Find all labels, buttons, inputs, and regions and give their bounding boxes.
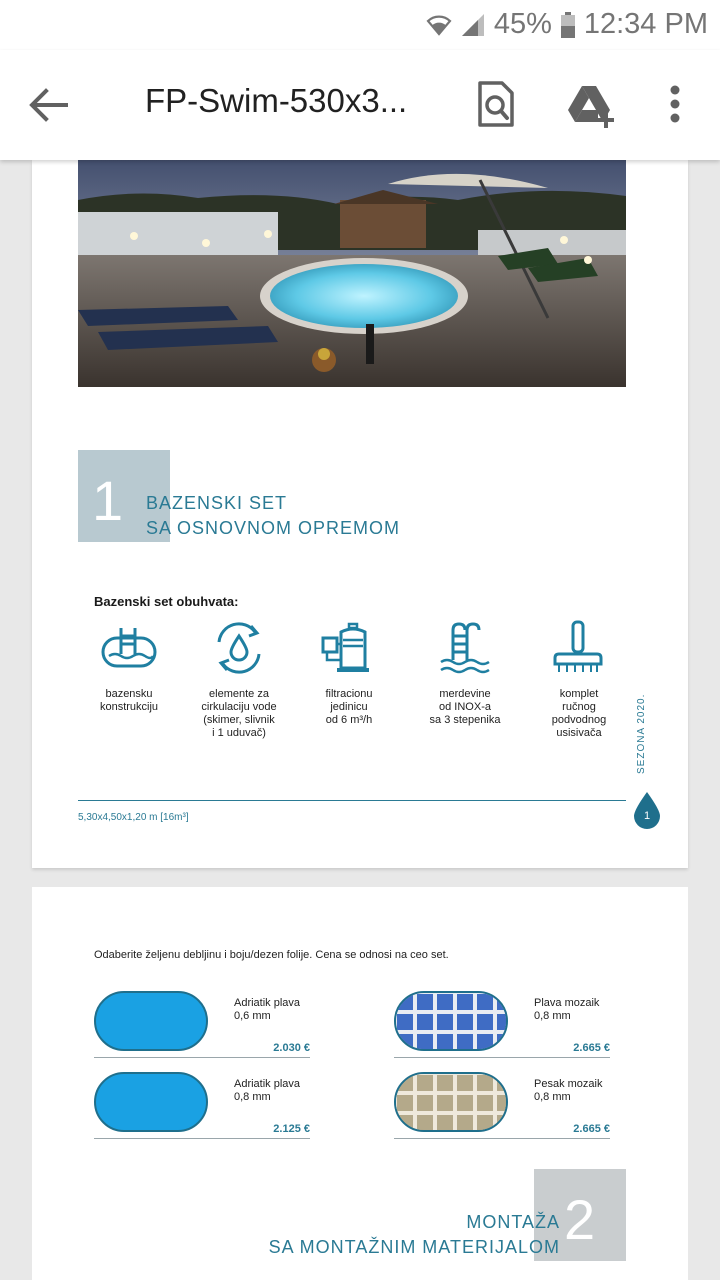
liner-swatch-solid-blue <box>94 991 208 1051</box>
liner-option[interactable] <box>94 991 310 1059</box>
liner-thickness: 0,8 mm <box>234 1091 271 1103</box>
page-number-drop <box>632 792 662 830</box>
signal-icon <box>460 12 486 38</box>
liner-name: Adriatik plava <box>234 997 301 1009</box>
section-title-line1: BAZENSKI SET <box>146 493 288 513</box>
status-bar <box>0 0 720 50</box>
app-bar <box>0 50 720 160</box>
liner-thickness: 0,8 mm <box>534 1010 571 1022</box>
liner-price: 2.125 € <box>273 1123 310 1135</box>
pool-dimensions: 5,30x4,50x1,20 m [16m³] <box>78 812 189 823</box>
liner-divider <box>94 1138 310 1139</box>
liner-divider <box>394 1138 610 1139</box>
find-in-document-icon[interactable] <box>476 80 516 128</box>
liner-price: 2.665 € <box>573 1042 610 1054</box>
feature-label: elemente za cirkulaciju vode (skimer, slivnik i 1 uduvač) <box>201 688 277 739</box>
document-title: FP-Swim-530x3... <box>145 82 408 119</box>
choose-liner-text: Odaberite željenu debljinu i boju/dezen folije. Cena se odnosi na ceo set. <box>94 949 449 961</box>
section-title <box>146 491 400 541</box>
section-title-line1: MONTAŽA <box>466 1212 560 1232</box>
feature-water-circulation <box>184 620 294 740</box>
liner-thickness: 0,8 mm <box>534 1091 571 1103</box>
filter-unit-icon <box>319 620 379 676</box>
liner-thickness: 0,6 mm <box>234 1010 271 1022</box>
feature-pool-construction <box>74 620 184 714</box>
section-number: 1 <box>92 469 124 532</box>
pdf-page-1[interactable] <box>32 160 688 868</box>
wifi-icon <box>426 12 452 38</box>
liner-price: 2.665 € <box>573 1123 610 1135</box>
liner-option[interactable] <box>394 1072 610 1140</box>
liner-option[interactable] <box>94 1072 310 1140</box>
feature-label: bazensku konstrukciju <box>99 688 159 713</box>
pdf-page-2[interactable] <box>32 887 688 1280</box>
feature-label: komplet ručnog podvodnog usisivača <box>551 688 607 739</box>
back-arrow-icon[interactable] <box>26 85 70 125</box>
section-number: 2 <box>564 1188 596 1251</box>
feature-filter-unit <box>294 620 404 727</box>
divider <box>78 800 626 801</box>
liner-divider <box>394 1057 610 1058</box>
includes-label: Bazenski set obuhvata: <box>94 594 239 609</box>
vacuum-cleaner-icon <box>549 620 609 676</box>
battery-icon <box>560 11 576 39</box>
season-text: SEZONA 2020. <box>636 693 647 774</box>
liner-price: 2.030 € <box>273 1042 310 1054</box>
feature-label: merdevine od INOX-a sa 3 stepenika <box>429 688 501 726</box>
ladder-icon <box>435 620 495 676</box>
liner-swatch-sand-mosaic <box>394 1072 508 1132</box>
feature-ladder <box>410 620 520 727</box>
section-title <box>269 1210 560 1260</box>
status-icons <box>426 8 708 41</box>
section-title-line2: SA OSNOVNOM OPREMOM <box>146 518 401 538</box>
liner-name: Pesak mozaik <box>534 1078 603 1090</box>
add-to-drive-icon[interactable] <box>566 82 618 130</box>
more-vert-icon[interactable] <box>664 82 686 130</box>
liner-name: Adriatik plava <box>234 1078 301 1090</box>
feature-label: filtracionu jedinicu od 6 m³/h <box>325 688 373 726</box>
liner-divider <box>94 1057 310 1058</box>
clock: 12:34 PM <box>583 8 708 40</box>
season-label <box>632 682 662 782</box>
feature-vacuum-cleaner <box>524 620 634 740</box>
pool-construction-icon <box>99 620 159 676</box>
liner-name: Plava mozaik <box>534 997 600 1009</box>
page-number: 1 <box>643 810 651 822</box>
liner-swatch-blue-mosaic <box>394 991 508 1051</box>
pool-photo <box>78 160 626 387</box>
battery-percent: 45% <box>493 8 552 40</box>
liner-option[interactable] <box>394 991 610 1059</box>
section-title-line2: SA MONTAŽNIM MATERIJALOM <box>268 1237 560 1257</box>
water-circulation-icon <box>209 620 269 676</box>
liner-swatch-solid-blue <box>94 1072 208 1132</box>
